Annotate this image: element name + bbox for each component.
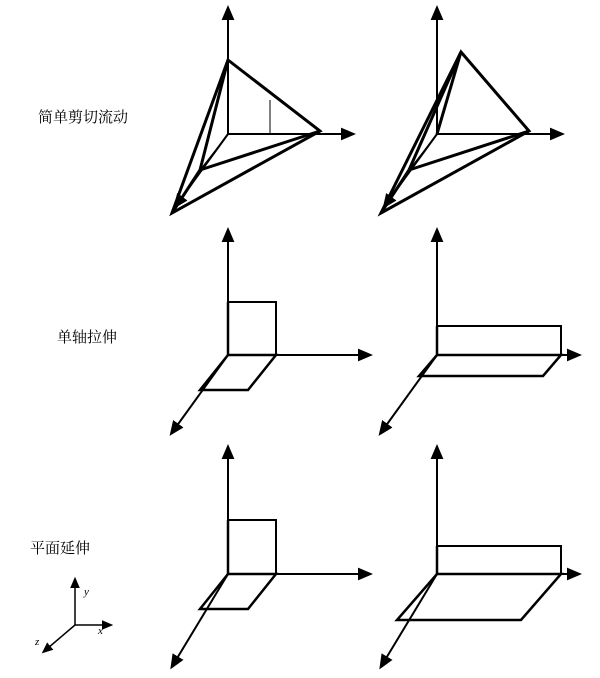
cell-simple-shear-undeformed — [172, 16, 345, 213]
axis-key — [48, 585, 105, 648]
cell-planar-deformed — [385, 455, 571, 660]
row-label-uniaxial-extension: 单轴拉伸 — [57, 328, 118, 346]
row-label-planar-extension: 平面延伸 — [30, 539, 91, 557]
cell-simple-shear-deformed — [381, 16, 554, 213]
axis-key-y-label: y — [84, 586, 89, 598]
cell-uniaxial-deformed — [385, 238, 571, 427]
axis-key-x-label: x — [98, 625, 103, 637]
row-label-simple-shear: 简单剪切流动 — [38, 108, 129, 126]
axis-key-z-label: z — [35, 636, 40, 648]
cell-uniaxial-undeformed — [176, 238, 362, 427]
cell-planar-undeformed — [176, 455, 362, 660]
